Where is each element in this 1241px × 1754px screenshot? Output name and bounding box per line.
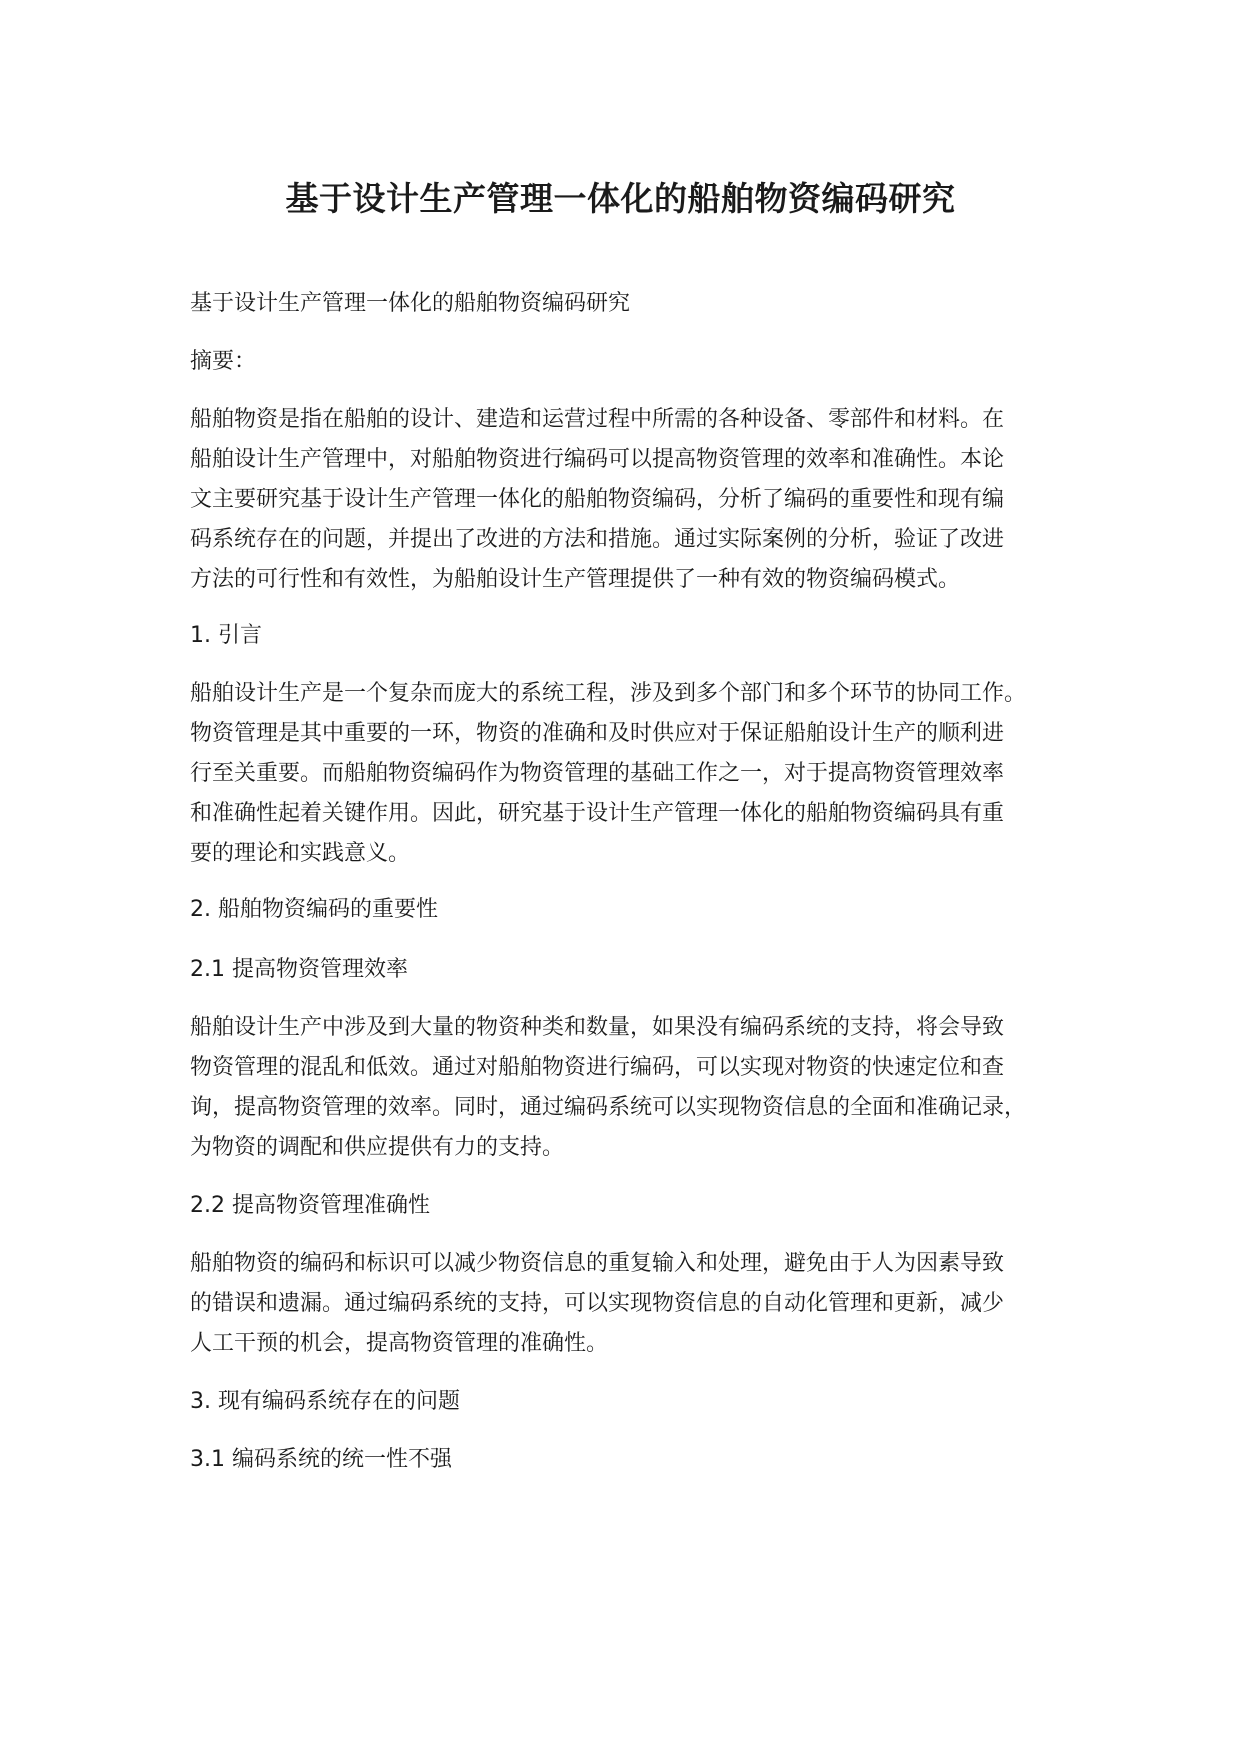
paragraph-line: 物资管理是其中重要的一环，物资的准确和及时供应对于保证船舶设计生产的顺利进 — [190, 721, 1005, 746]
abstract-label-text: 摘要： — [190, 349, 257, 374]
abstract-paragraph — [190, 400, 1070, 600]
section-heading-2-2 — [190, 1186, 1070, 1226]
heading-text: 3.1 编码系统的统一性不强 — [190, 1447, 452, 1472]
introduction-paragraph — [190, 674, 1070, 874]
section-heading-2-1 — [190, 950, 1070, 990]
paragraph-line: 询，提高物资管理的效率。同时，通过编码系统可以实现物资信息的全面和准确记录， — [190, 1095, 1027, 1120]
paragraph-line: 船舶设计生产管理中，对船舶物资进行编码可以提高物资管理的效率和准确性。本论 — [190, 447, 1005, 472]
paragraph-line: 方法的可行性和有效性，为船舶设计生产管理提供了一种有效的物资编码模式。 — [190, 567, 961, 592]
paragraph-line: 物资管理的混乱和低效。通过对船舶物资进行编码，可以实现对物资的快速定位和查 — [190, 1055, 1005, 1080]
paragraph-line: 的错误和遗漏。通过编码系统的支持，可以实现物资信息的自动化管理和更新，减少 — [190, 1291, 1005, 1316]
document-subtitle — [190, 284, 1070, 324]
heading-text: 2.2 提高物资管理准确性 — [190, 1193, 430, 1218]
subtitle-text: 基于设计生产管理一体化的船舶物资编码研究 — [190, 291, 631, 316]
paragraph-line: 船舶设计生产是一个复杂而庞大的系统工程，涉及到多个部门和多个环节的协同工作。 — [190, 681, 1027, 706]
paragraph-line: 船舶物资的编码和标识可以减少物资信息的重复输入和处理，避免由于人为因素导致 — [190, 1251, 1005, 1276]
paragraph-line: 船舶设计生产中涉及到大量的物资种类和数量，如果没有编码系统的支持，将会导致 — [190, 1015, 1005, 1040]
paragraph-line: 要的理论和实践意义。 — [190, 841, 411, 866]
section-2-2-paragraph — [190, 1244, 1070, 1364]
section-heading-3-1 — [190, 1440, 1070, 1480]
section-heading-1 — [190, 616, 1070, 656]
paragraph-line: 和准确性起着关键作用。因此，研究基于设计生产管理一体化的船舶物资编码具有重 — [190, 801, 1005, 826]
paragraph-line: 文主要研究基于设计生产管理一体化的船舶物资编码，分析了编码的重要性和现有编 — [190, 487, 1005, 512]
heading-text: 3. 现有编码系统存在的问题 — [190, 1389, 460, 1414]
document-title: 基于设计生产管理一体化的船舶物资编码研究 — [285, 179, 956, 218]
abstract-label — [190, 342, 1070, 382]
paragraph-line: 行至关重要。而船舶物资编码作为物资管理的基础工作之一，对于提高物资管理效率 — [190, 761, 1005, 786]
section-heading-3 — [190, 1382, 1070, 1422]
heading-text: 1. 引言 — [190, 623, 262, 648]
heading-text: 2. 船舶物资编码的重要性 — [190, 897, 438, 922]
heading-text: 2.1 提高物资管理效率 — [190, 957, 408, 982]
section-2-1-paragraph — [190, 1008, 1070, 1168]
paragraph-line: 码系统存在的问题，并提出了改进的方法和措施。通过实际案例的分析，验证了改进 — [190, 527, 1005, 552]
section-heading-2 — [190, 890, 1070, 930]
paragraph-line: 人工干预的机会，提高物资管理的准确性。 — [190, 1331, 609, 1356]
paragraph-line: 船舶物资是指在船舶的设计、建造和运营过程中所需的各种设备、零部件和材料。在 — [190, 407, 1005, 432]
paragraph-line: 为物资的调配和供应提供有力的支持。 — [190, 1135, 565, 1160]
